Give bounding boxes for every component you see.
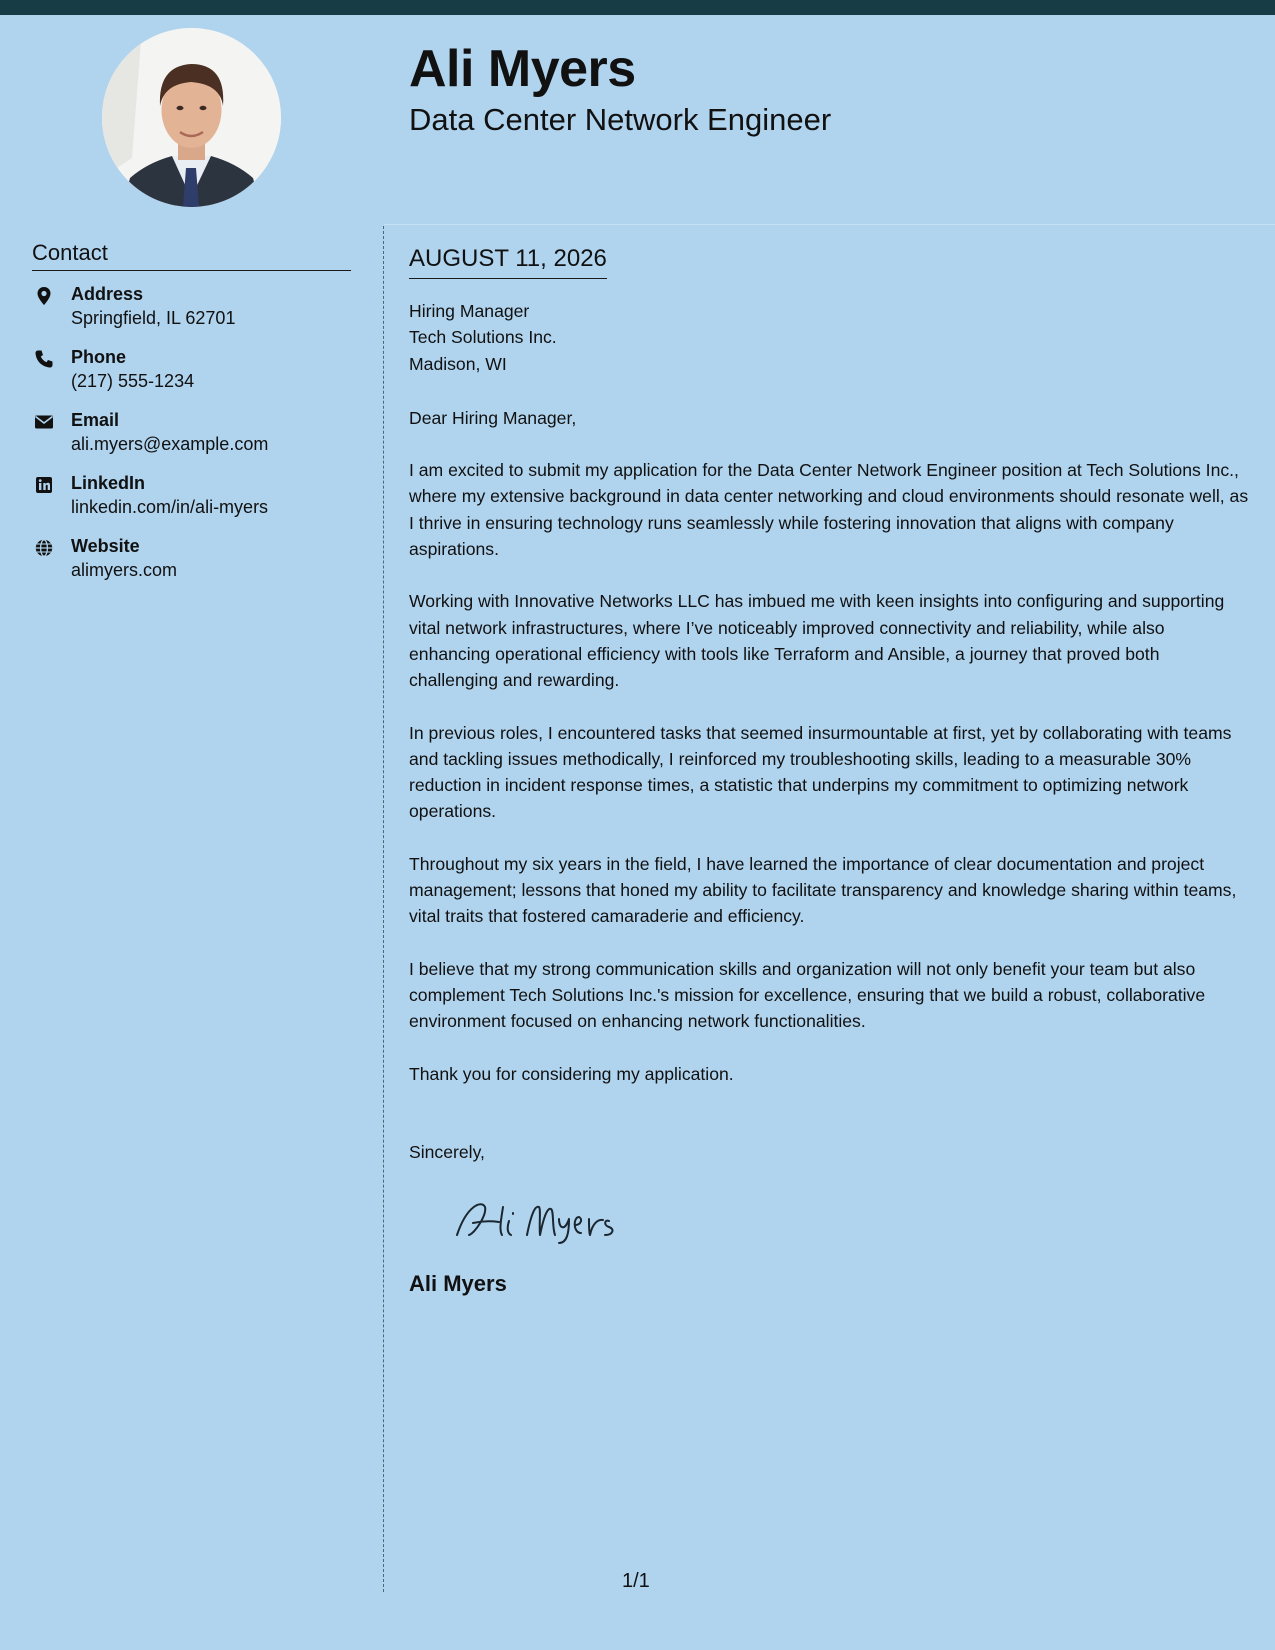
contact-heading: Contact xyxy=(32,240,351,271)
recipient-line: Hiring Manager xyxy=(409,301,530,321)
contact-label: Address xyxy=(71,284,144,304)
contact-address xyxy=(32,282,351,345)
job-title: Data Center Network Engineer xyxy=(409,102,832,137)
contact-value: linkedin.com/in/ali-myers xyxy=(71,497,269,517)
letter-paragraph: I believe that my strong communication skills and organization will not only benefit your team but also complement Tech Solutions Inc.'s mission for excellence, ensuring that we build a robust, collaborative environment focused on enhancing network functionalities. xyxy=(409,958,1206,1032)
column-divider xyxy=(383,226,384,1592)
contact-value: (217) 555-1234 xyxy=(71,371,195,391)
map-pin-icon xyxy=(34,286,54,306)
contact-value: ali.myers@example.com xyxy=(71,434,269,454)
applicant-name: Ali Myers xyxy=(409,40,636,98)
contact-linkedin xyxy=(32,471,351,534)
contact-value: Springfield, IL 62701 xyxy=(71,308,236,328)
letter-paragraph: I am excited to submit my application for the Data Center Network Engineer position at Tech Solutions Inc., where my extensive background in data center networking and cloud environments should resonate well, as I thrive in ensuring technology runs seamlessly while fostering innovation that aligns with company aspirations. xyxy=(409,460,1249,560)
contact-label: Email xyxy=(71,410,120,430)
header-divider xyxy=(384,224,1275,225)
contact-email xyxy=(32,408,351,471)
letter-paragraph: In previous roles, I encountered tasks that seemed insurmountable at first, yet by collaborating with teams and tackling issues methodically, I reinforced my troubleshooting skills, leading to a measurable 30% reduction in incident response times, a statistic that underpins my commitment to optimizing network operations. xyxy=(409,722,1232,822)
contact-label: Phone xyxy=(71,347,127,367)
handwritten-signature xyxy=(447,1195,1249,1245)
linkedin-icon xyxy=(34,475,54,495)
letter-date: AUGUST 11, 2026 xyxy=(409,243,607,279)
page-number: 1/1 xyxy=(622,1570,650,1592)
sidebar xyxy=(32,240,351,597)
email-icon xyxy=(34,412,54,432)
top-accent-bar xyxy=(0,0,1275,15)
contact-list xyxy=(32,282,351,597)
profile-photo xyxy=(102,28,281,207)
salutation: Dear Hiring Manager, xyxy=(409,407,577,428)
signed-name: Ali Myers xyxy=(409,1271,507,1297)
contact-website xyxy=(32,534,351,597)
recipient-line: Tech Solutions Inc. xyxy=(409,327,557,348)
letter-body xyxy=(409,243,1249,1297)
recipient-block xyxy=(409,298,1249,377)
letter-paragraph: Working with Innovative Networks LLC has imbued me with keen insights into configuring and supporting vital network infrastructures, where I’ve noticeably improved connectivity and reliability, while also enhancing operational efficiency with tools like Terraform and Ansible, a journey that proved both challenging and rewarding. xyxy=(409,591,1225,691)
recipient-line: Madison, WI xyxy=(409,353,507,374)
contact-label: Website xyxy=(71,536,140,556)
globe-icon xyxy=(34,538,54,558)
letter-paragraph: Throughout my six years in the field, I have learned the importance of clear documentation and project management; lessons that honed my ability to facilitate transparency and knowledge sharing within teams, vital traits that fostered camaraderie and efficiency. xyxy=(409,853,1237,927)
contact-label: LinkedIn xyxy=(71,473,146,493)
phone-icon xyxy=(34,349,54,369)
contact-phone xyxy=(32,345,351,408)
signoff: Sincerely, xyxy=(409,1141,485,1162)
contact-value: alimyers.com xyxy=(71,560,178,580)
closing-line: Thank you for considering my application. xyxy=(409,1063,734,1084)
